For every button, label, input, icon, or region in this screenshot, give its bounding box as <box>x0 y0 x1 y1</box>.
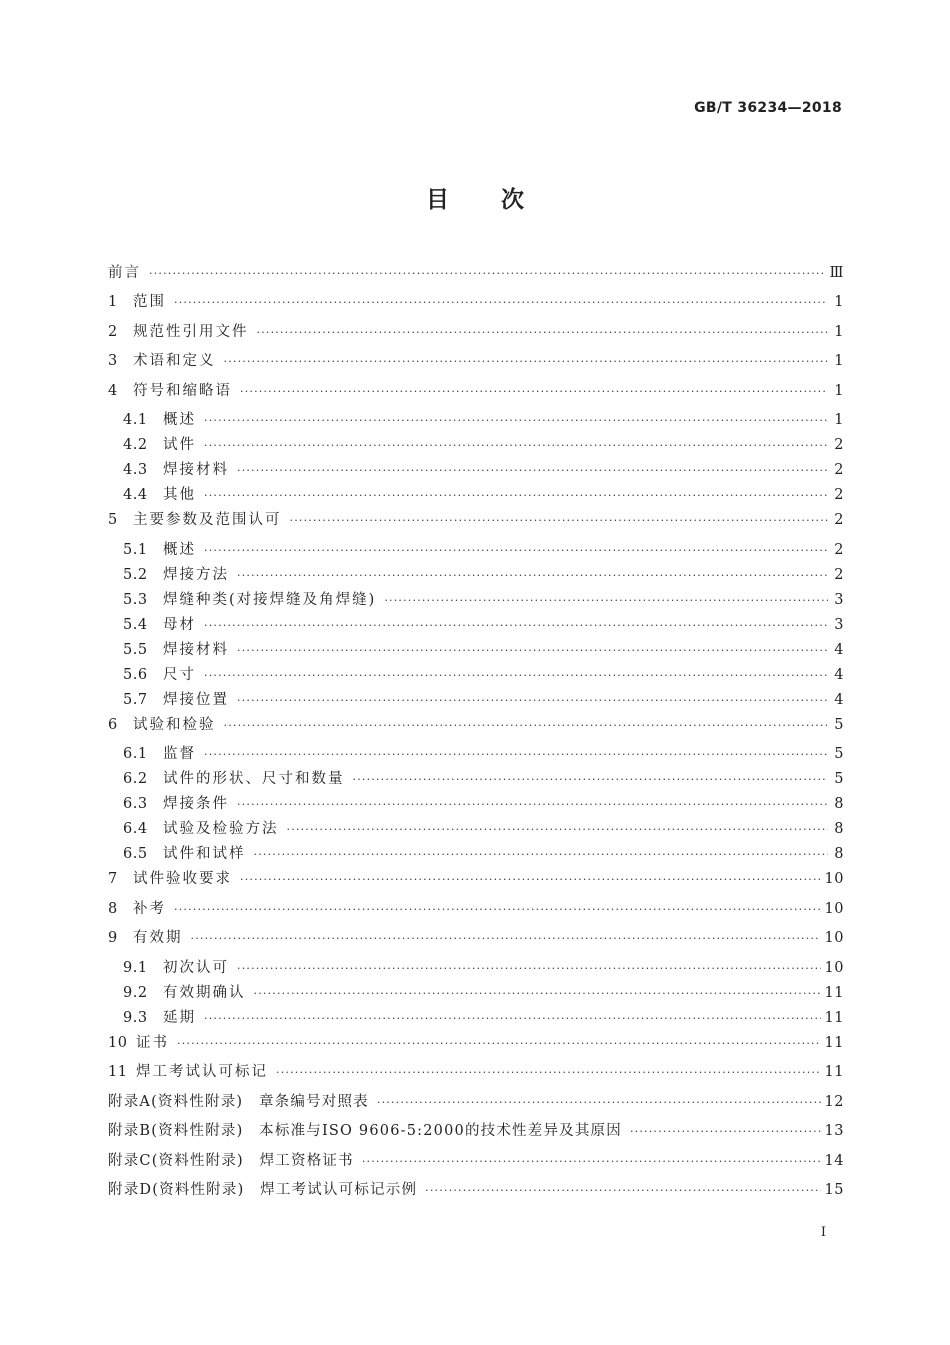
dot-leader <box>240 385 828 398</box>
toc-entry-page: 5 <box>834 746 844 762</box>
toc-entry-page: 3 <box>834 591 844 608</box>
toc-entry-title: 范围 <box>133 294 166 310</box>
toc-entry-page: 10 <box>824 930 844 946</box>
dot-leader <box>630 1125 821 1138</box>
toc-entry-number: 6.2 <box>123 771 148 787</box>
toc-entry[interactable] <box>108 1149 844 1179</box>
toc-entry-title: 初次认可 <box>163 959 229 976</box>
toc-entry-page: 4 <box>834 666 844 683</box>
table-of-contents <box>108 261 844 1208</box>
toc-entry-title: 试件验收要求 <box>133 871 232 887</box>
toc-entry-number: 5.4 <box>123 616 148 633</box>
toc-entry[interactable] <box>108 842 844 867</box>
toc-entry-title: 试件 <box>163 437 196 453</box>
toc-entry[interactable] <box>108 792 844 817</box>
toc-entry-title: 试件和试样 <box>163 846 246 862</box>
toc-entry-number: 10 <box>108 1034 128 1051</box>
toc-entry-title: 概述 <box>163 541 196 558</box>
toc-entry-page: 1 <box>834 382 844 399</box>
toc-entry-title: 监督 <box>163 746 196 762</box>
toc-entry-number: 6.3 <box>123 796 148 812</box>
toc-entry[interactable] <box>108 290 844 320</box>
toc-entry-title: 规范性引用文件 <box>133 323 249 340</box>
toc-entry-page: 13 <box>824 1123 844 1139</box>
toc-entry-number: 4.1 <box>123 412 148 428</box>
toc-entry-number: 4 <box>108 382 118 399</box>
toc-entry-page: 2 <box>834 437 844 453</box>
toc-entry-page: 2 <box>834 566 844 583</box>
toc-entry-number: 11 <box>108 1064 128 1080</box>
toc-entry[interactable] <box>108 379 844 409</box>
page-title-part2: 次 <box>501 187 524 213</box>
toc-entry[interactable] <box>108 767 844 792</box>
dot-leader <box>191 932 821 945</box>
toc-entry[interactable] <box>108 588 844 613</box>
dot-leader <box>204 669 828 682</box>
toc-entry-number: 6.5 <box>123 846 148 862</box>
toc-entry-number: 9.2 <box>123 984 148 1001</box>
toc-entry[interactable] <box>108 483 844 508</box>
toc-entry[interactable] <box>108 1031 844 1061</box>
toc-entry-page: 2 <box>834 487 844 503</box>
dot-leader <box>177 1037 821 1050</box>
toc-entry-number: 1 <box>108 294 118 310</box>
toc-entry-number: 4.3 <box>123 462 148 478</box>
toc-entry[interactable] <box>108 897 844 927</box>
toc-entry-page: 8 <box>834 796 844 812</box>
toc-entry-number: 7 <box>108 871 118 887</box>
toc-entry[interactable] <box>108 1006 844 1031</box>
toc-entry-title: 焊缝种类(对接焊缝及角焊缝) <box>163 591 377 608</box>
toc-entry-number: 4.2 <box>123 437 148 453</box>
toc-entry-page: 4 <box>834 641 844 658</box>
toc-entry[interactable] <box>108 563 844 588</box>
toc-entry-page: 2 <box>834 462 844 478</box>
toc-entry[interactable] <box>108 508 844 538</box>
dot-leader <box>237 464 828 477</box>
toc-entry-page: 11 <box>824 1034 844 1051</box>
toc-entry-title: 试件的形状、尺寸和数量 <box>163 771 345 787</box>
dot-leader <box>237 644 828 657</box>
toc-entry[interactable] <box>108 817 844 842</box>
toc-entry-page: 8 <box>834 821 844 837</box>
dot-leader <box>287 823 829 836</box>
toc-entry[interactable] <box>108 956 844 981</box>
toc-entry-page: 10 <box>824 871 844 887</box>
dot-leader <box>224 355 829 368</box>
dot-leader <box>204 748 828 761</box>
toc-entry-page: 10 <box>824 959 844 976</box>
toc-entry[interactable] <box>108 981 844 1006</box>
toc-entry-title: 附录B(资料性附录) 本标准与ISO 9606-5:2000的技术性差异及其原因 <box>108 1123 622 1139</box>
toc-entry-page: 5 <box>834 716 844 733</box>
document-number: GB/T 36234—2018 <box>694 100 842 116</box>
dot-leader <box>237 694 828 707</box>
toc-entry-number: 5 <box>108 512 118 528</box>
dot-leader <box>240 873 821 886</box>
toc-entry[interactable] <box>108 538 844 563</box>
dot-leader <box>377 1096 821 1109</box>
dot-leader <box>224 719 829 732</box>
toc-entry-page: 5 <box>834 771 844 787</box>
page-title <box>0 181 950 214</box>
toc-entry[interactable] <box>108 1060 844 1090</box>
toc-entry-title: 附录A(资料性附录) 章条编号对照表 <box>108 1093 369 1110</box>
toc-entry[interactable] <box>108 349 844 379</box>
toc-entry[interactable] <box>108 613 844 638</box>
toc-entry-page: Ⅲ <box>829 265 844 281</box>
toc-entry[interactable] <box>108 1119 844 1149</box>
toc-entry-page: 11 <box>824 984 844 1001</box>
toc-entry-title: 有效期确认 <box>163 984 246 1001</box>
toc-entry-title: 术语和定义 <box>133 353 216 369</box>
toc-entry-title: 符号和缩略语 <box>133 382 232 399</box>
toc-entry-number: 5.1 <box>123 541 148 558</box>
toc-entry-title: 焊接条件 <box>163 796 229 812</box>
toc-entry-page: 1 <box>834 294 844 310</box>
dot-leader <box>204 544 828 557</box>
toc-entry-number: 6.1 <box>123 746 148 762</box>
toc-entry[interactable] <box>108 688 844 713</box>
toc-entry-number: 5.7 <box>123 691 148 708</box>
dot-leader <box>204 414 828 427</box>
toc-entry[interactable] <box>108 663 844 688</box>
toc-entry-page: 1 <box>834 353 844 369</box>
toc-entry-number: 3 <box>108 353 118 369</box>
toc-entry-number: 5.3 <box>123 591 148 608</box>
toc-entry-title: 焊接位置 <box>163 691 229 708</box>
toc-entry[interactable] <box>108 261 844 290</box>
dot-leader <box>362 1155 821 1168</box>
toc-entry[interactable] <box>108 320 844 350</box>
toc-entry-title: 延期 <box>163 1009 196 1026</box>
toc-entry-number: 9.1 <box>123 959 148 976</box>
toc-entry[interactable] <box>108 408 844 433</box>
toc-entry-number: 5.5 <box>123 641 148 658</box>
toc-entry-number: 5.2 <box>123 566 148 583</box>
dot-leader <box>254 848 829 861</box>
toc-entry-title: 焊工考试认可标记 <box>136 1064 268 1080</box>
dot-leader <box>204 439 828 452</box>
toc-entry-title: 试验和检验 <box>133 716 216 733</box>
toc-entry-title: 证书 <box>136 1034 169 1051</box>
toc-entry-page: 14 <box>824 1152 844 1169</box>
toc-entry-number: 6 <box>108 716 118 733</box>
toc-entry-page: 11 <box>824 1009 844 1026</box>
dot-leader <box>254 987 821 1000</box>
toc-entry-page: 2 <box>834 541 844 558</box>
toc-entry-page: 4 <box>834 691 844 708</box>
toc-entry-page: 10 <box>824 900 844 917</box>
toc-entry[interactable] <box>108 433 844 458</box>
dot-leader <box>237 569 828 582</box>
toc-entry-page: 2 <box>834 512 844 528</box>
dot-leader <box>353 773 829 786</box>
dot-leader <box>290 514 829 527</box>
toc-entry[interactable] <box>108 926 844 956</box>
toc-entry-number: 8 <box>108 900 118 917</box>
dot-leader <box>384 594 828 607</box>
toc-entry-number: 2 <box>108 323 118 340</box>
dot-leader <box>257 326 829 339</box>
toc-entry-number: 6.4 <box>123 821 148 837</box>
toc-entry-title: 试验及检验方法 <box>163 821 279 837</box>
toc-entry-title: 主要参数及范围认可 <box>133 512 282 528</box>
toc-entry-title: 尺寸 <box>163 666 196 683</box>
toc-entry-title: 有效期 <box>133 930 183 946</box>
dot-leader <box>174 903 821 916</box>
dot-leader <box>276 1066 821 1079</box>
toc-entry-page: 15 <box>824 1182 844 1198</box>
toc-entry[interactable] <box>108 742 844 767</box>
toc-entry-title: 焊接材料 <box>163 462 229 478</box>
toc-entry[interactable] <box>108 713 844 743</box>
dot-leader <box>425 1184 820 1197</box>
toc-entry-page: 8 <box>834 846 844 862</box>
page-title-part1: 目 <box>426 187 449 213</box>
toc-entry-page: 1 <box>834 412 844 428</box>
toc-entry-number: 4.4 <box>123 487 148 503</box>
dot-leader <box>204 489 828 502</box>
toc-entry-title: 附录C(资料性附录) 焊工资格证书 <box>108 1152 354 1169</box>
toc-entry[interactable] <box>108 1178 844 1208</box>
dot-leader <box>174 296 828 309</box>
dot-leader <box>204 619 828 632</box>
toc-entry-page: 11 <box>824 1064 844 1080</box>
toc-entry-page: 1 <box>834 323 844 340</box>
toc-entry-page: 12 <box>824 1093 844 1110</box>
toc-entry-title: 前言 <box>108 265 141 281</box>
toc-entry-title: 其他 <box>163 487 196 503</box>
toc-entry-page: 3 <box>834 616 844 633</box>
toc-entry-number: 9 <box>108 930 118 946</box>
toc-entry-title: 补考 <box>133 900 166 917</box>
dot-leader <box>237 962 821 975</box>
toc-entry-title: 附录D(资料性附录) 焊工考试认可标记示例 <box>108 1182 418 1198</box>
dot-leader <box>204 1012 821 1025</box>
toc-entry-number: 5.6 <box>123 666 148 683</box>
toc-entry-title: 焊接材料 <box>163 641 229 658</box>
page-number: I <box>820 1225 826 1240</box>
toc-entry-title: 母材 <box>163 616 196 633</box>
toc-entry[interactable] <box>108 867 844 897</box>
dot-leader <box>237 798 828 811</box>
toc-entry-number: 9.3 <box>123 1009 148 1026</box>
toc-entry[interactable] <box>108 458 844 483</box>
toc-entry-title: 概述 <box>163 412 196 428</box>
dot-leader <box>149 267 826 280</box>
toc-entry[interactable] <box>108 638 844 663</box>
toc-entry[interactable] <box>108 1090 844 1120</box>
toc-entry-title: 焊接方法 <box>163 566 229 583</box>
